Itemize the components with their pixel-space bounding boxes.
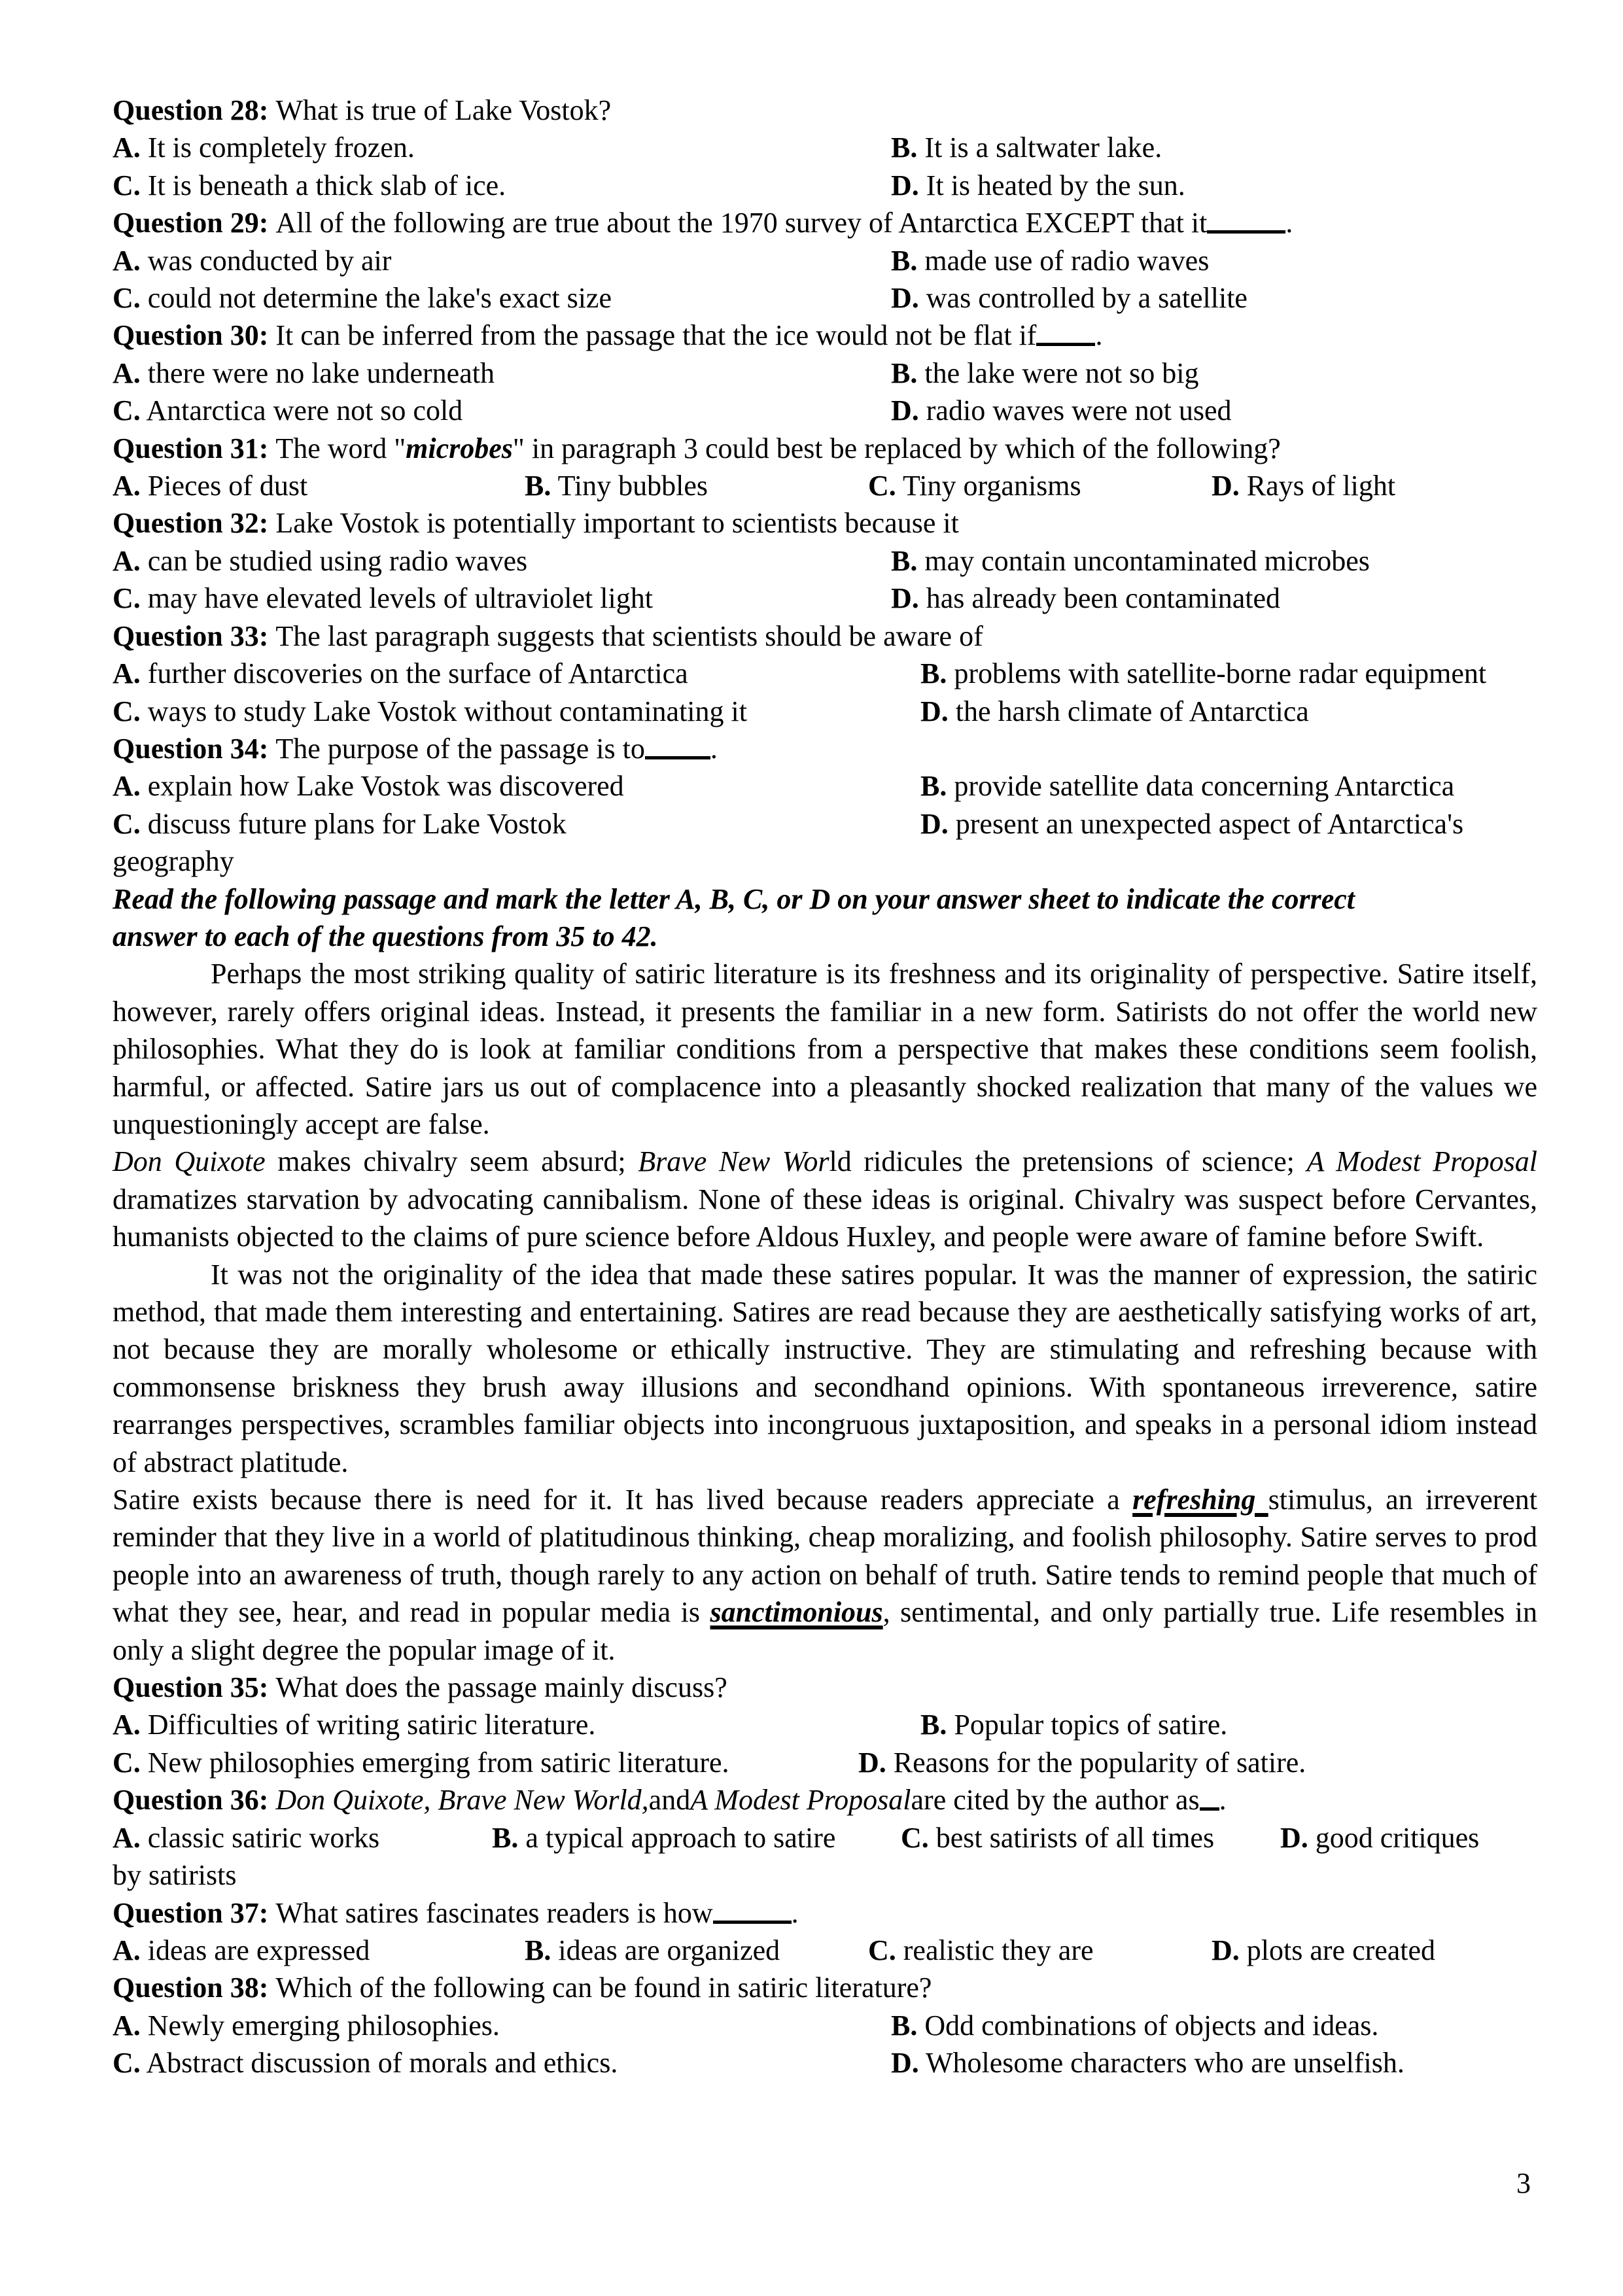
question-33-options-row1 [113,655,1537,692]
question-31-stem: Question 31: The word " microbes " in paragraph 3 could best be replaced by which of the following? [113,430,1537,467]
question-28-stem: Question 28: What is true of Lake Vostok? [113,94,612,126]
question-34-options-row2 [113,805,1537,843]
option-c: C. New philosophies emerging from satiric literature. [113,1746,729,1779]
answer-blank [1036,317,1095,346]
passage-paragraph-2: Don Quixote makes chivalry seem absurd; Brave New World ridicules the pretensions of science; A Modest Proposal dramatizes starvation by advocating cannibalism. None of these ideas is original. Chivalry was suspect before Cervantes, humanists objected to the claims of pure science before Aldous Huxley, and people were aware of famine before Swift. [113,1145,1537,1253]
option-a: A. classic satiric works [113,1821,380,1854]
option-d: D. plots are created [1212,1934,1436,1966]
page-number: 3 [1516,2167,1531,2199]
question-37-stem: Question 37: What satires fascinates readers is how . [113,1894,1537,1932]
option-d: D. has already been contaminated [891,582,1280,615]
option-a: A. was conducted by air [113,244,392,277]
passage-paragraph-1: Perhaps the most striking quality of satiric literature is its freshness and its originality of perspective. Satire itself, however, rarely offers original ideas. Instead, it presents the familiar in a new form. Satirists do not offer the world new philosophies. What they do is look at familiar conditions from a perspective that makes these conditions seem foolish, harmful, or affected. Satire jars us out of complacence into a pleasantly shocked realization that many of the values we unquestioningly accept are false. [113,958,1537,1140]
question-29-options-row2 [113,279,1537,317]
question-28-options-row2 [113,167,1537,204]
passage-instruction-line2: answer to each of the questions from 35 to 42. [113,920,658,952]
question-34-options-row1 [113,767,1537,805]
question-32-options-row1 [113,542,1537,580]
option-d: D. It is heated by the sun. [891,169,1185,201]
option-a: A. explain how Lake Vostok was discovered [113,770,624,803]
option-b: B. the lake were not so big [891,357,1199,389]
question-28-options-row1 [113,129,1537,166]
option-a: A. It is completely frozen. [113,131,415,164]
question-33-stem: Question 33: The last paragraph suggests that scientists should be aware of [113,619,983,652]
option-d: D. was controlled by a satellite [891,282,1248,315]
option-c: C. may have elevated levels of ultraviolet light [113,582,653,615]
keyword-microbes: microbes [406,432,513,464]
question-37-options [113,1932,1537,1969]
option-c: C. discuss future plans for Lake Vostok [113,807,567,840]
option-a: A. further discoveries on the surface of Antarctica [113,657,688,690]
question-30-options-row2 [113,392,1537,429]
option-a: A. ideas are expressed [113,1934,370,1966]
option-d: D. good critiques [1280,1821,1480,1854]
question-29-options-row1 [113,242,1537,279]
option-c: C. Abstract discussion of morals and ethics. [113,2047,618,2079]
question-34-stem: Question 34: The purpose of the passage is to . [113,730,1537,767]
question-30-stem: Question 30: It can be inferred from the passage that the ice would not be flat if . [113,317,1537,354]
option-d: D. present an unexpected aspect of Antarctica's [920,807,1464,840]
option-c: C. best satirists of all times [901,1821,1215,1854]
option-b: B. ideas are organized [525,1934,780,1966]
answer-blank [1200,1781,1219,1811]
question-34-option-d-wrap: geography [113,845,234,878]
option-c: C. It is beneath a thick slab of ice. [113,169,506,201]
option-a: A. there were no lake underneath [113,357,495,389]
option-b: B. Odd combinations of objects and ideas. [891,2009,1379,2042]
option-b: B. made use of radio waves [891,244,1210,277]
option-b: B. a typical approach to satire [492,1821,836,1854]
question-31-options [113,467,1537,504]
option-b: B. problems with satellite-borne radar equipment [920,657,1487,690]
option-d: D. the harsh climate of Antarctica [920,695,1309,727]
question-38-stem: Question 38: Which of the following can be found in satiric literature? [113,1972,932,2004]
question-32-stem: Question 32: Lake Vostok is potentially important to scientists because it [113,507,959,540]
option-c: C. Tiny organisms [868,470,1081,502]
option-d: D. Reasons for the popularity of satire. [858,1746,1306,1779]
passage-instruction-line1: Read the following passage and mark the letter A, B, C, or D on your answer sheet to indicate the correct [113,882,1355,915]
option-a: A. Difficulties of writing satiric literature. [113,1709,596,1741]
option-b: B. Popular topics of satire. [920,1709,1228,1741]
question-32-options-row2 [113,580,1537,617]
question-35-options-row1 [113,1706,1537,1743]
question-29-stem: Question 29: All of the following are true about the 1970 survey of Antarctica EXCEPT that it . [113,204,1537,241]
option-c: C. Antarctica were not so cold [113,394,463,427]
option-b: B. provide satellite data concerning Antarctica [920,770,1455,803]
question-36-stem: Question 36: Don Quixote, Brave New World, and A Modest Proposal are cited by the author as . [113,1781,1537,1818]
answer-blank [645,730,710,759]
passage-paragraph-4: Satire exists because there is need for it. It has lived because readers appreciate a refreshing stimulus, an irreverent reminder that they live in a world of platitudinous thinking, cheap moralizing, and foolish philosophy. Satire serves to prod people into an awareness of truth, though rarely to any action on behalf of truth. Satire tends to remind people that much of what they see, hear, and read in popular media is sanctimonious, sentimental, and only partially true. Life resembles in only a slight degree the popular image of it. [113,1484,1538,1666]
option-a: A. Newly emerging philosophies. [113,2009,500,2042]
keyword-sanctimonious: sanctimonious [710,1596,883,1629]
question-30-options-row1 [113,355,1537,392]
option-b: B. Tiny bubbles [525,470,708,502]
exam-page [113,92,1537,2082]
option-d: D. Rays of light [1212,470,1396,502]
question-33-options-row2 [113,693,1537,730]
answer-blank [1207,204,1285,234]
passage-paragraph-3: It was not the originality of the idea that made these satires popular. It was the manner of expression, the satiric method, that made them interesting and entertaining. Satires are read because they are aesthetically satisfying works of art, not because they are morally wholesome or ethically instructive. They are stimulating and refreshing because with commonsense briskness they brush away illusions and secondhand opinions. With spontaneous irreverence, satire rearranges perspectives, scrambles familiar objects into incongruous juxtaposition, and speaks in a personal idiom instead of abstract platitude. [113,1258,1537,1478]
question-38-options-row2 [113,2044,1537,2081]
question-35-stem: Question 35: What does the passage mainly discuss? [113,1671,727,1704]
option-a: A. can be studied using radio waves [113,544,528,577]
option-c: C. could not determine the lake's exact size [113,282,612,315]
question-36-options [113,1819,1537,1856]
question-35-options-row2 [113,1744,1537,1781]
option-c: C. realistic they are [868,1934,1094,1966]
option-d: D. radio waves were not used [891,394,1232,427]
option-a: A. Pieces of dust [113,470,308,502]
question-38-options-row1 [113,2007,1537,2044]
option-c: C. ways to study Lake Vostok without contaminating it [113,695,747,727]
answer-blank [713,1894,792,1924]
option-b: B. It is a saltwater lake. [891,131,1162,164]
question-36-option-d-wrap: by satirists [113,1859,237,1892]
option-d: D. Wholesome characters who are unselfish. [891,2047,1405,2079]
keyword-refreshing: refreshing [1132,1484,1268,1516]
option-b: B. may contain uncontaminated microbes [891,544,1370,577]
